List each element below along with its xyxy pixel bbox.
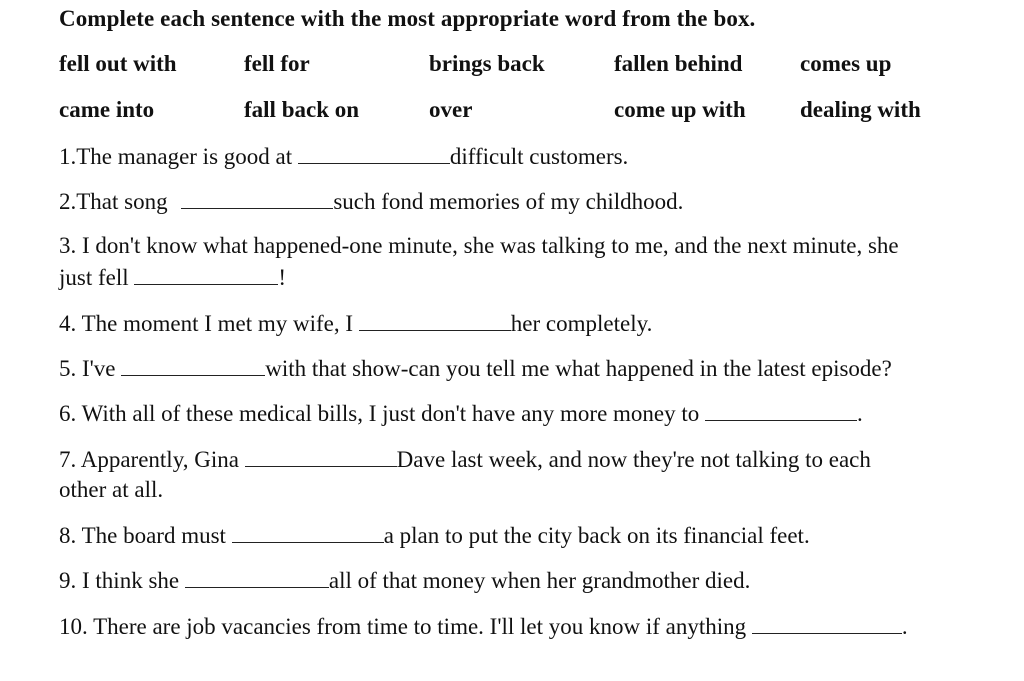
instruction-heading: Complete each sentence with the most appropriate word from the box. bbox=[59, 6, 756, 31]
sentence-9 bbox=[59, 565, 750, 596]
sentence-text: all of that money when her grandmother died. bbox=[328, 568, 751, 593]
sentence-6 bbox=[59, 398, 863, 429]
word-option: brings back bbox=[429, 51, 545, 76]
answer-blank[interactable] bbox=[185, 565, 329, 588]
sentence-text: Dave last week, and now they're not talking to each bbox=[396, 447, 871, 472]
word-option: dealing with bbox=[800, 97, 921, 122]
answer-blank[interactable] bbox=[134, 262, 278, 285]
sentence-2 bbox=[59, 186, 683, 217]
sentence-text: such fond memories of my childhood. bbox=[333, 189, 684, 214]
sentence-8 bbox=[59, 520, 810, 551]
word-option: comes up bbox=[800, 51, 892, 76]
sentence-text: a plan to put the city back on its financial feet. bbox=[383, 523, 810, 548]
sentence-text: difficult customers. bbox=[449, 144, 629, 169]
sentence-text: 8. The board must bbox=[59, 523, 232, 548]
word-option: over bbox=[429, 97, 473, 122]
answer-blank[interactable] bbox=[752, 611, 902, 634]
sentence-text: her completely. bbox=[510, 311, 653, 336]
sentence-text: with that show-can you tell me what happened in the latest episode? bbox=[265, 356, 892, 381]
word-option: fall back on bbox=[244, 97, 360, 122]
sentence-text: 10. There are job vacancies from time to time. I'll let you know if anything bbox=[59, 614, 752, 639]
sentence-4 bbox=[59, 308, 652, 339]
sentence-7 bbox=[59, 444, 871, 475]
sentence-1 bbox=[59, 141, 628, 172]
sentence-10 bbox=[59, 611, 908, 642]
sentence-text: 5. I've bbox=[59, 356, 122, 381]
word-option: fell for bbox=[244, 51, 310, 76]
answer-blank[interactable] bbox=[232, 520, 384, 543]
sentence-text: . bbox=[857, 401, 863, 426]
answer-blank[interactable] bbox=[121, 353, 265, 376]
sentence-3-continued bbox=[59, 262, 286, 293]
sentence-text: 9. I think she bbox=[59, 568, 185, 593]
word-option: come up with bbox=[614, 97, 746, 122]
sentence-text: . bbox=[901, 614, 908, 639]
answer-blank[interactable] bbox=[298, 141, 450, 164]
word-option: fell out with bbox=[59, 51, 177, 76]
sentence-text: 7. Apparently, Gina bbox=[59, 447, 245, 472]
sentence-text: 2.That song bbox=[59, 189, 174, 214]
sentence-text: ! bbox=[278, 265, 287, 290]
sentence-3 bbox=[59, 231, 899, 261]
sentence-text: 1.The manager is good at bbox=[59, 144, 298, 169]
word-option: fallen behind bbox=[614, 51, 743, 76]
sentence-text: 6. With all of these medical bills, I just don't have any more money to bbox=[59, 401, 706, 426]
sentence-text: 3. I don't know what happened-one minute, she was talking to me, and the next minute, she bbox=[59, 233, 899, 258]
answer-blank[interactable] bbox=[245, 444, 397, 467]
sentence-text: 4. The moment I met my wife, I bbox=[59, 311, 359, 336]
answer-blank[interactable] bbox=[359, 308, 511, 331]
answer-blank[interactable] bbox=[705, 398, 857, 421]
answer-blank[interactable] bbox=[181, 186, 333, 209]
sentence-5 bbox=[59, 353, 892, 384]
word-option: came into bbox=[59, 97, 155, 122]
sentence-text: just fell bbox=[59, 265, 135, 290]
sentence-7-continued bbox=[59, 475, 163, 505]
sentence-text: other at all. bbox=[59, 477, 164, 502]
